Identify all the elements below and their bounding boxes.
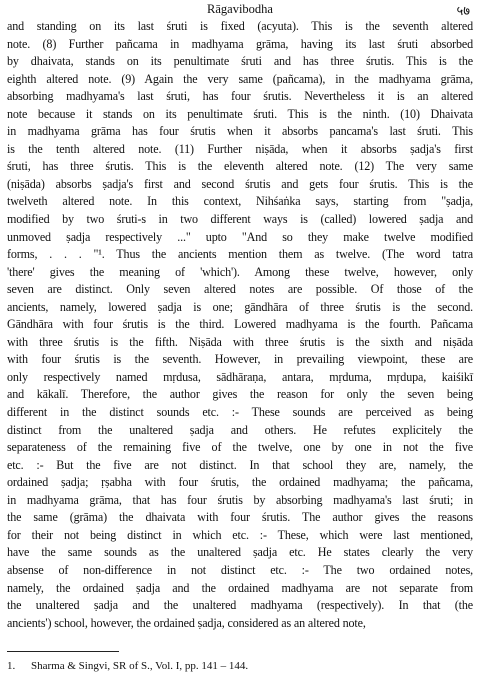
text-line: (niṣāda) absorbs ṣadja's first and second śrutis and gets four śrutis. This is the bbox=[7, 176, 473, 191]
text-line: 'there' gives the meaning of 'which'). Among these twelve, however, only bbox=[7, 264, 473, 279]
text-line: ancients, namely, lowered ṣadja is one; gāndhāra of three śrutis is the second. bbox=[7, 299, 473, 314]
text-line: with three śrutis is the fifth. Niṣāda with three śrutis is the sixth and niṣāda bbox=[7, 334, 473, 349]
text-line: by dhaivata, stands on its penultimate śruti and has three śrutis. This is the bbox=[7, 54, 473, 69]
text-line: in madhyama grāma has four śrutis when it absorbs pancama's last śruti. This bbox=[7, 124, 473, 139]
text-line: note. (8) Further pañcama in madhyama grāma, having its last śruti absorbed bbox=[7, 36, 473, 51]
page-number: ५७ bbox=[456, 3, 470, 18]
running-title: Rāgavibodha bbox=[207, 2, 273, 16]
text-line: śruti, has three śrutis. This is the eleventh altered note. (12) The very same bbox=[7, 159, 473, 174]
text-line: only respectively named mṛdusa, sādhāraṇa, antara, mṛduma, mṛdupa, kaiśikī bbox=[7, 369, 473, 384]
text-line: ordained ṣadja; ṛṣabha with four śrutis, the ordained madhyama; the pañcama, bbox=[7, 475, 473, 490]
text-line: absense of non-difference in not distinct etc. :- The two ordained notes, bbox=[7, 562, 473, 577]
text-line: have the same sounds as the unaltered ṣadja etc. He states clearly the very bbox=[7, 545, 473, 560]
text-line: seven are distinct. Only seven altered notes are possible. Of those of the bbox=[7, 282, 473, 297]
text-line: in madhyama grāma, that has four śrutis by absorbing madhyama's last śruti; in bbox=[7, 492, 473, 507]
text-line: the same (grāma) the dhaivata with four śrutis. The author gives the reasons bbox=[7, 510, 473, 525]
text-line: eighth altered note. (9) Again the very same (pañcama), in the madhyama grāma, bbox=[7, 71, 473, 86]
text-line: the unaltered ṣadja and the unaltered madhyama (respectively). In that (the bbox=[7, 598, 473, 613]
body-text bbox=[7, 18, 473, 632]
text-line: Gāndhāra with four śrutis is the third. Lowered madhyama is the fourth. Pañcama bbox=[7, 317, 473, 332]
text-line: with four śrutis is the seventh. However, in prevailing viewpoint, these are bbox=[7, 352, 473, 367]
footnote-rule bbox=[7, 651, 119, 652]
text-line: modified by two śruti-s in two different ways is (called) lowered ṣadja and bbox=[7, 212, 473, 227]
text-line: different in the distinct sounds etc. :- These sounds are perceived as being bbox=[7, 405, 473, 420]
text-line: for their not being distinct in which etc. :- These, which were last mentioned, bbox=[7, 527, 473, 542]
text-line: note because it stands on its penultimate śruti. This is the ninth. (10) Dhaivata bbox=[7, 106, 473, 121]
footnote-text: Sharma & Singvi, SR of S., Vol. I, pp. 141 – 144. bbox=[31, 660, 249, 672]
footnote-number: 1. bbox=[7, 660, 16, 672]
text-line: distinct from the unaltered ṣadja and others. He refutes explicitely the bbox=[7, 422, 473, 437]
text-line: separateness of the remaining five of the twelve, one by one in not the five bbox=[7, 440, 473, 455]
text-line: ancients') school, however, the ordained ṣadja, considered as an altered note, bbox=[7, 615, 366, 630]
text-line: and standing on its last śruti is fixed (acyuta). This is the seventh altered bbox=[7, 19, 473, 33]
footnote bbox=[7, 660, 248, 673]
text-line: absorbing madhyama's last śruti, has four śrutis. Nevertheless it is an altered bbox=[7, 89, 473, 104]
text-line: etc. :- But the five are not distinct. In that school they are, namely, the bbox=[7, 457, 473, 472]
running-head bbox=[0, 2, 480, 18]
text-line: unmoved ṣadja respectively ..." upto "And so they make twelve modified bbox=[7, 229, 473, 244]
text-line: and kākalī. Therefore, the author gives the reason for only the seven being bbox=[7, 387, 473, 402]
text-line: forms, . . . "¹. Thus the ancients mention them as twelve. (The word tatra bbox=[7, 247, 473, 262]
text-line: namely, the ordained ṣadja and the ordained madhyama are not separate from bbox=[7, 580, 473, 595]
text-line: is the tenth altered note. (11) Further niṣāda, when it absorbs ṣadja's first bbox=[7, 141, 473, 156]
text-line: twelveth altered note. In this context, Nihśaṅka says, starting from "ṣadja, bbox=[7, 194, 473, 209]
